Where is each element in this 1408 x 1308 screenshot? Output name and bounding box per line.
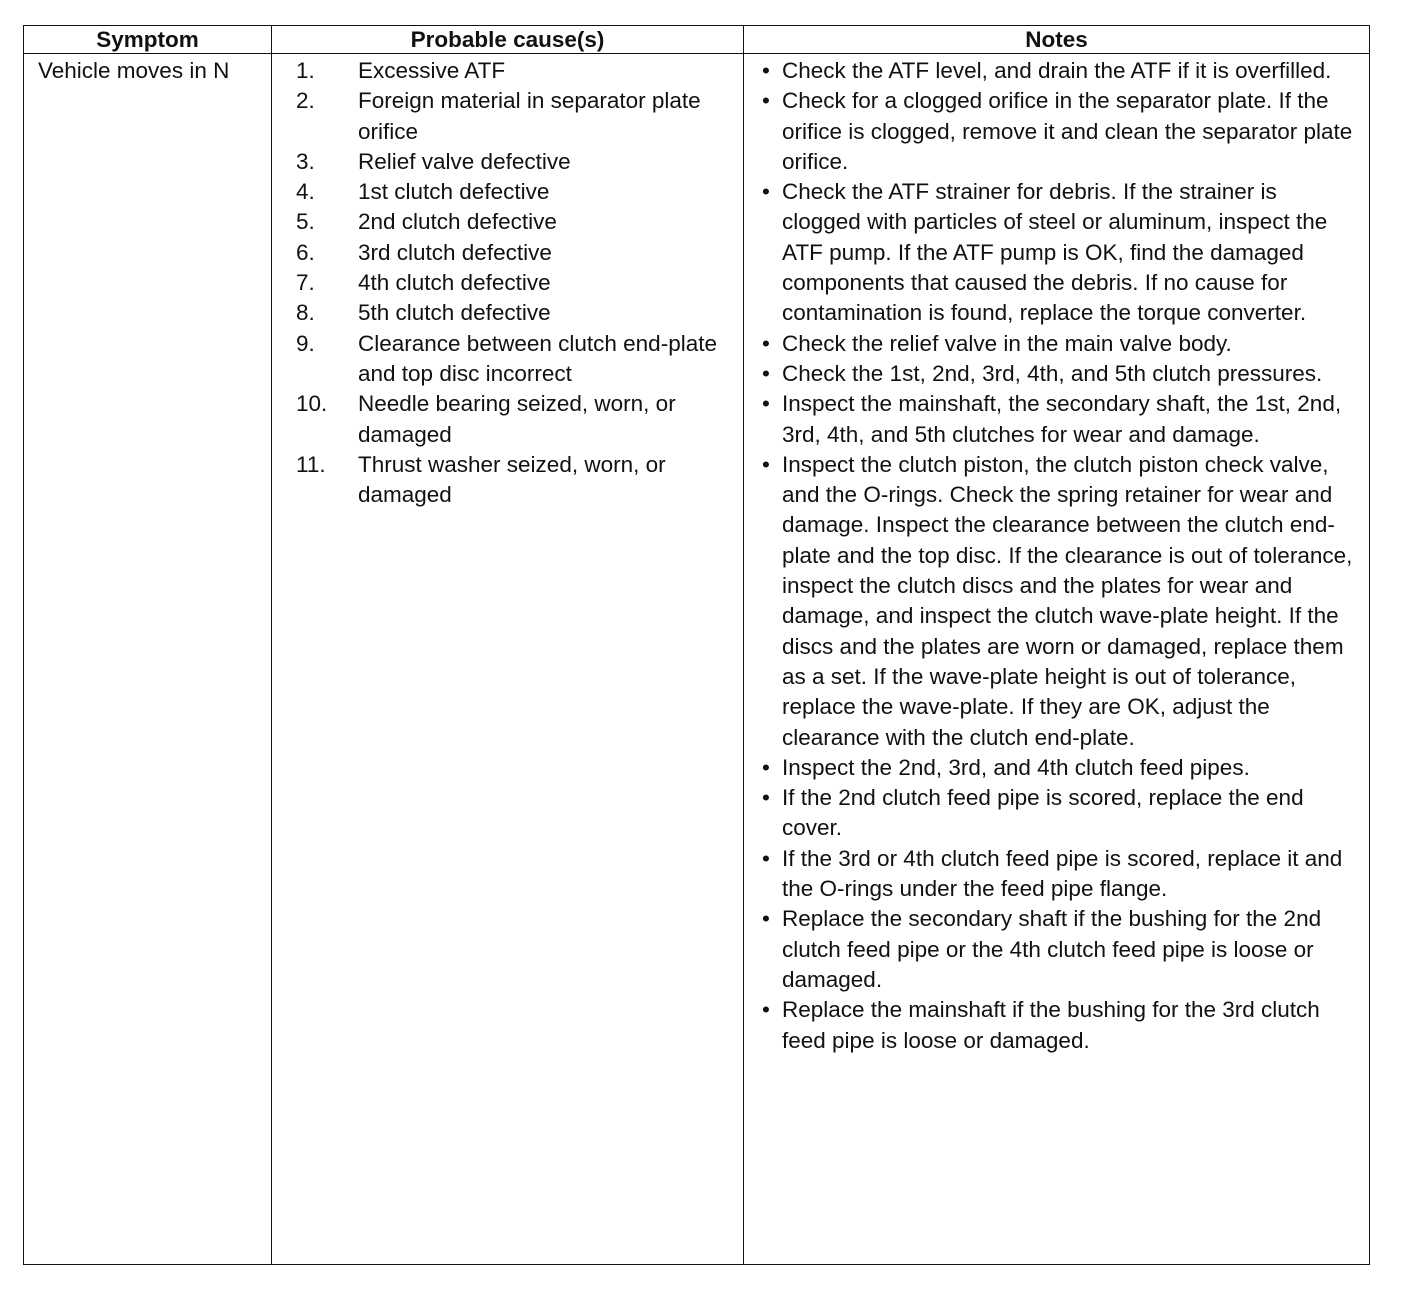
cause-item xyxy=(272,329,737,390)
note-item xyxy=(744,56,1359,86)
cause-number: 1. xyxy=(296,58,315,83)
note-item xyxy=(744,389,1359,450)
probable-causes-header: Probable cause(s) xyxy=(272,26,744,54)
cause-item xyxy=(272,207,737,237)
cause-number: 8. xyxy=(296,300,315,326)
cause-text: Needle bearing seized, worn, or damaged xyxy=(358,391,676,447)
symptom-cell xyxy=(24,54,272,1265)
note-text: Inspect the clutch piston, the clutch piston check valve, and the O-rings. Check the spring retainer for wear and damage. Inspect the clearance between the clutch end-plate and the top disc. If the clearance is out of tolerance, inspect the clutch discs and the plates for wear and damage, and inspect the clutch wave-plate height. If the discs and the plates are worn or damaged, replace them as a set. If the wave-plate height is out of tolerance, replace the wave-plate. If they are OK, adjust the clearance with the clutch end-plate. xyxy=(782,451,1353,750)
symptom-header: Symptom xyxy=(24,26,272,54)
cause-text: Foreign material in separator plate orifice xyxy=(358,88,701,144)
cause-text: 4th clutch defective xyxy=(358,270,551,296)
bullet-icon: • xyxy=(762,58,770,83)
note-text: Check for a clogged orifice in the separator plate. If the orifice is clogged, remove it and clean the separator plate orifice. xyxy=(782,88,1353,174)
header-row xyxy=(24,26,1370,54)
cause-text: 2nd clutch defective xyxy=(358,209,557,235)
note-text: Check the ATF strainer for debris. If the strainer is clogged with particles of steel or aluminum, inspect the ATF pump. If the ATF pump is OK, find the damaged components that caused the debris. If no cause for contamination is found, replace the torque converter. xyxy=(782,179,1328,326)
note-text: If the 2nd clutch feed pipe is scored, replace the end cover. xyxy=(782,785,1304,841)
cause-number: 5. xyxy=(296,209,315,235)
cause-text: Relief valve defective xyxy=(358,148,571,174)
cause-item xyxy=(272,389,737,450)
bullet-icon: • xyxy=(762,906,770,932)
note-text: Inspect the 2nd, 3rd, and 4th clutch feed pipes. xyxy=(782,754,1250,780)
cause-item xyxy=(272,147,737,177)
note-item xyxy=(744,904,1359,995)
cause-number: 4. xyxy=(296,179,315,205)
cause-item xyxy=(272,238,737,268)
notes-cell xyxy=(744,54,1370,1265)
cause-number: 2. xyxy=(296,88,315,114)
note-item xyxy=(744,783,1359,844)
bullet-icon: • xyxy=(762,785,770,811)
note-text: Check the 1st, 2nd, 3rd, 4th, and 5th clutch pressures. xyxy=(782,360,1323,386)
bullet-icon: • xyxy=(762,451,770,477)
cause-number: 7. xyxy=(296,270,315,296)
cause-text: 3rd clutch defective xyxy=(358,239,552,265)
note-text: Inspect the mainshaft, the secondary shaft, the 1st, 2nd, 3rd, 4th, and 5th clutches for wear and damage. xyxy=(782,391,1342,447)
symptom-text: Vehicle moves in N xyxy=(38,58,230,83)
cause-item xyxy=(272,86,737,147)
cause-number: 11. xyxy=(296,451,326,477)
note-item xyxy=(744,450,1359,753)
note-text: Check the relief valve in the main valve body. xyxy=(782,330,1232,356)
note-item xyxy=(744,177,1359,328)
note-item xyxy=(744,844,1359,905)
cause-text: 5th clutch defective xyxy=(358,300,551,326)
note-text: Replace the secondary shaft if the bushing for the 2nd clutch feed pipe or the 4th clutch feed pipe is loose or damaged. xyxy=(782,906,1322,992)
note-item xyxy=(744,753,1359,783)
note-text: Check the ATF level, and drain the ATF if it is overfilled. xyxy=(782,58,1332,83)
causes-cell xyxy=(272,54,744,1265)
note-text: If the 3rd or 4th clutch feed pipe is scored, replace it and the O-rings under the feed pipe flange. xyxy=(782,845,1343,902)
troubleshooting-table xyxy=(23,25,1370,1265)
bullet-icon: • xyxy=(762,179,770,205)
cause-text: Excessive ATF xyxy=(358,58,506,83)
bullet-icon: • xyxy=(762,360,770,386)
note-item xyxy=(744,359,1359,389)
cause-text: 1st clutch defective xyxy=(358,179,550,205)
cause-number: 3. xyxy=(296,148,315,174)
note-item xyxy=(744,86,1359,177)
causes-list xyxy=(272,54,743,510)
cause-item xyxy=(272,298,737,328)
cause-text: Clearance between clutch end-plate and top disc incorrect xyxy=(358,330,717,386)
note-item xyxy=(744,995,1359,1056)
cause-text: Thrust washer seized, worn, or damaged xyxy=(358,451,666,508)
note-text: Replace the mainshaft if the bushing for the 3rd clutch feed pipe is loose or damaged. xyxy=(782,997,1320,1053)
cause-item xyxy=(272,56,737,86)
bullet-icon: • xyxy=(762,391,770,417)
notes-list xyxy=(744,54,1369,1056)
cause-item xyxy=(272,268,737,298)
cause-number: 10. xyxy=(296,391,328,417)
cause-item xyxy=(272,450,737,511)
cause-number: 6. xyxy=(296,239,315,265)
bullet-icon: • xyxy=(762,754,770,780)
bullet-icon: • xyxy=(762,997,770,1023)
bullet-icon: • xyxy=(762,845,770,871)
note-item xyxy=(744,329,1359,359)
notes-header: Notes xyxy=(744,26,1370,54)
cause-item xyxy=(272,177,737,207)
cause-number: 9. xyxy=(296,330,315,356)
bullet-icon: • xyxy=(762,88,770,114)
table-row xyxy=(24,54,1370,1265)
bullet-icon: • xyxy=(762,330,770,356)
